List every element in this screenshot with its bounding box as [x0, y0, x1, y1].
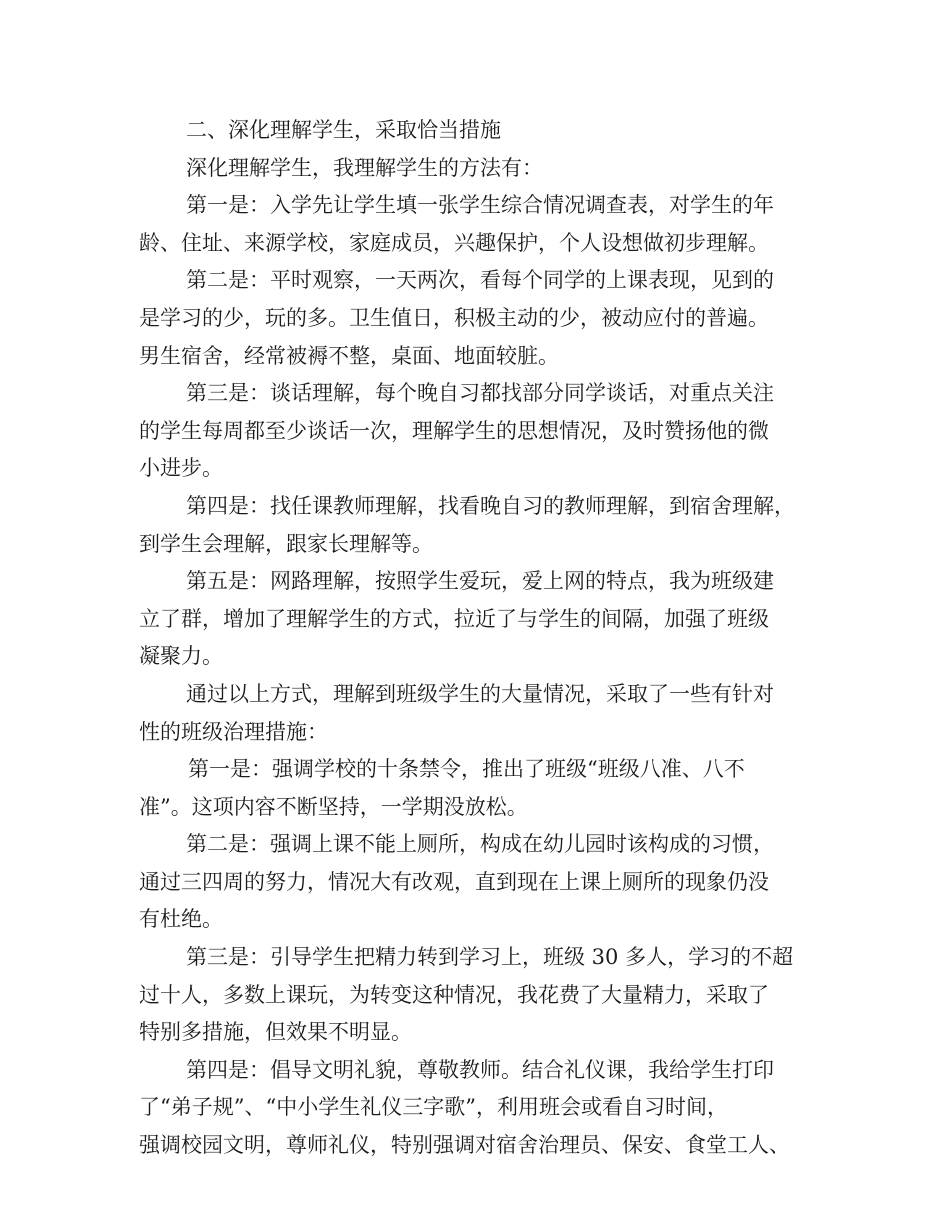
paragraph-line: 第一是：入学先让学生填一张学生综合情况调查表，对学生的年	[186, 193, 774, 218]
paragraph-line: 特别多措施，但效果不明显。	[139, 1020, 412, 1045]
paragraph-line: 通过三四周的努力，情况大有改观，直到现在上课上厕所的现象仍没	[139, 869, 769, 894]
paragraph-line: 男生宿舍，经常被褥不整，桌面、地面较脏。	[139, 343, 559, 368]
paragraph-line: 强调校园文明，尊师礼仪，特别强调对宿舍治理员、保安、食堂工人、	[139, 1133, 790, 1158]
paragraph-line: 第二是：平时观察，一天两次，看每个同学的上课表现，见到的	[186, 268, 774, 293]
paragraph-line: 第二是：强调上课不能上厕所，构成在幼儿园时该构成的习惯，	[186, 832, 774, 857]
paragraph-line: 第三是：引导学生把精力转到学习上，班级 30 多人，学习的不超	[186, 945, 794, 970]
paragraph-line: 深化理解学生，我理解学生的方法有：	[186, 155, 543, 180]
paragraph-line: 凝聚力。	[139, 644, 223, 669]
document-body	[139, 112, 839, 1165]
paragraph-line: 性的班级治理措施：	[139, 719, 328, 744]
paragraph-line: 通过以上方式，理解到班级学生的大量情况，采取了一些有针对	[186, 681, 774, 706]
paragraph-line: 第一是：强调学校的十条禁令，推出了班级“班级八准、八不	[188, 757, 745, 782]
paragraph-line: 立了群，增加了理解学生的方式，拉近了与学生的间隔，加强了班级	[139, 606, 769, 631]
paragraph-line: 是学习的少，玩的多。卫生值日，积极主动的少，被动应付的普遍。	[139, 305, 769, 330]
paragraph-line: 第三是：谈话理解，每个晚自习都找部分同学谈话，对重点关注	[186, 381, 774, 406]
paragraph-line: 第四是：找任课教师理解，找看晚自习的教师理解，到宿舍理解，	[186, 493, 795, 518]
paragraph-line: 到学生会理解，跟家长理解等。	[139, 531, 433, 556]
paragraph-line: 龄、住址、来源学校，家庭成员，兴趣保护，个人设想做初步理解。	[139, 230, 769, 255]
section-heading: 二、深化理解学生，采取恰当措施	[186, 118, 501, 142]
paragraph-line: 的学生每周都至少谈话一次，理解学生的思想情况，及时赞扬他的微	[139, 418, 769, 443]
paragraph-line: 了“弟子规”、“中小学生礼仪三字歌”，利用班会或看自习时间，	[139, 1095, 728, 1120]
paragraph-line: 有杜绝。	[139, 907, 223, 932]
paragraph-line: 准”。这项内容不断坚持，一学期没放松。	[139, 794, 528, 819]
paragraph-line: 小进步。	[139, 456, 223, 481]
paragraph-line: 过十人，多数上课玩，为转变这种情况，我花费了大量精力，采取了	[139, 982, 769, 1007]
paragraph-line: 第五是：网路理解，按照学生爱玩，爱上网的特点，我为班级建	[186, 569, 774, 594]
paragraph-line: 第四是：倡导文明礼貌，尊敬教师。结合礼仪课，我给学生打印	[186, 1057, 774, 1082]
